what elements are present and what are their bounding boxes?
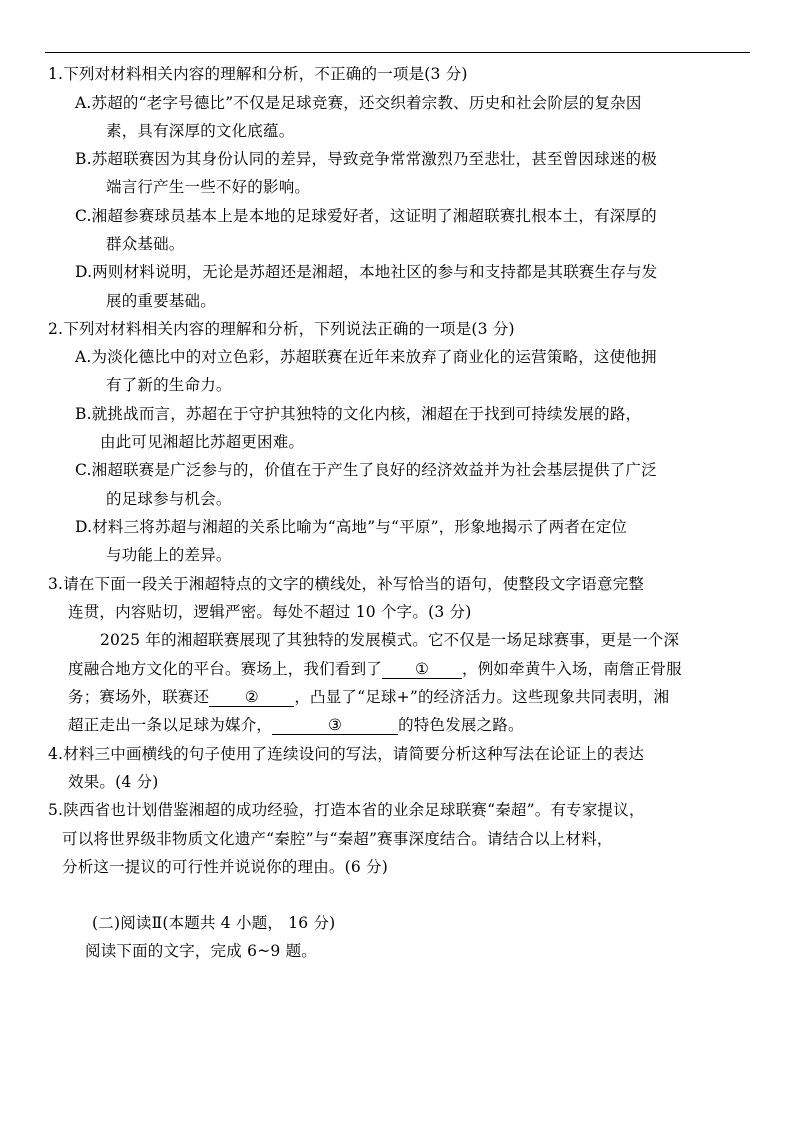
q3-stem-line1: 3.请在下面一段关于湘超特点的文字的横线处，补写恰当的语句，使整段文字语意完整 <box>48 575 645 593</box>
q3-paragraph-line3 <box>68 687 669 707</box>
q1-option-d-line1: D.两则材料说明，无论是苏超还是湘超，本地社区的参与和支持都是其联赛生存与发 <box>75 263 658 281</box>
q2-option-b-line1: B.就挑战而言，苏超在于守护其独特的文化内核，湘超在于找到可持续发展的路， <box>75 405 642 423</box>
blank-1[interactable]: ① <box>382 660 462 679</box>
q3-line4-after-blank: 的特色发展之路。 <box>398 716 524 734</box>
q1-option-b-line1: B.苏超联赛因为其身份认同的差异，导致竞争常常激烈乃至悲壮，甚至曾因球迷的极 <box>75 150 657 168</box>
blank-3[interactable]: ③ <box>272 716 398 735</box>
q3-line3-after-blank: ，凸显了“足球+”的经济活力。这些现象共同表明，湘 <box>294 688 670 706</box>
q1-option-a-line2: 素，具有深厚的文化底蕴。 <box>106 122 295 140</box>
q2-option-a-line1: A.为淡化德比中的对立色彩，苏超联赛在近年来放弃了商业化的运营策略，这使他拥 <box>75 348 657 366</box>
q5-line3: 分析这一提议的可行性并说说你的理由。(6 分) <box>62 858 388 876</box>
q1-stem: 1.下列对材料相关内容的理解和分析，不正确的一项是(3 分) <box>48 65 468 83</box>
q1-option-c-line1: C.湘超参赛球员基本上是本地的足球爱好者，这证明了湘超联赛扎根本土，有深厚的 <box>75 207 657 225</box>
q1-option-b-line2: 端言行产生一些不好的影响。 <box>106 178 311 196</box>
q2-option-c-line2: 的足球参与机会。 <box>106 490 232 508</box>
section-2-heading: (二)阅读Ⅱ(本题共 4 小题， 16 分) <box>92 914 336 932</box>
q3-line4-before-blank: 超正走出一条以足球为媒介， <box>68 716 273 734</box>
q1-option-a-line1: A.苏超的“老字号德比”不仅是足球竞赛，还交织着宗教、历史和社会阶层的复杂因 <box>75 94 642 112</box>
q3-line3-before-blank: 务；赛场外，联赛还 <box>68 688 210 706</box>
q2-option-b-line2: 由此可见湘超比苏超更困难。 <box>100 433 305 451</box>
blank-2[interactable]: ② <box>209 688 294 707</box>
q1-option-d-line2: 展的重要基础。 <box>106 292 216 310</box>
q2-stem: 2.下列对材料相关内容的理解和分析，下列说法正确的一项是(3 分) <box>48 320 515 338</box>
q2-option-c-line1: C.湘超联赛是广泛参与的，价值在于产生了良好的经济效益并为社会基层提供了广泛 <box>75 461 657 479</box>
q4-line1: 4.材料三中画横线的句子使用了连续设问的写法，请简要分析这种写法在论证上的表达 <box>48 745 645 763</box>
q3-paragraph-line2 <box>68 659 682 679</box>
q3-line2-after-blank: ，例如牵黄牛入场，南詹正骨服 <box>462 660 682 678</box>
q4-line2: 效果。(4 分) <box>68 773 159 791</box>
header-rule <box>45 52 750 53</box>
q5-line2: 可以将世界级非物质文化遗产“秦腔”与“秦超”赛事深度结合。请结合以上材料， <box>62 830 613 848</box>
q2-option-d-line2: 与功能上的差异。 <box>106 546 232 564</box>
section-2-instruction: 阅读下面的文字，完成 6~9 题。 <box>85 942 317 960</box>
q1-option-c-line2: 群众基础。 <box>106 235 185 253</box>
q3-stem-line2: 连贯，内容贴切，逻辑严密。每处不超过 10 个字。(3 分) <box>68 603 472 621</box>
q3-line2-before-blank: 度融合地方文化的平台。赛场上，我们看到了 <box>68 660 383 678</box>
q3-paragraph-line4 <box>68 715 524 735</box>
q3-paragraph-line1: 2025 年的湘超联赛展现了其独特的发展模式。它不仅是一场足球赛事，更是一个深 <box>100 631 680 649</box>
q2-option-a-line2: 有了新的生命力。 <box>106 376 232 394</box>
q2-option-d-line1: D.材料三将苏超与湘超的关系比喻为“高地”与“平原”，形象地揭示了两者在定位 <box>75 518 628 536</box>
q5-line1: 5.陕西省也计划借鉴湘超的成功经验，打造本省的业余足球联赛“秦超”。有专家提议， <box>48 801 645 819</box>
